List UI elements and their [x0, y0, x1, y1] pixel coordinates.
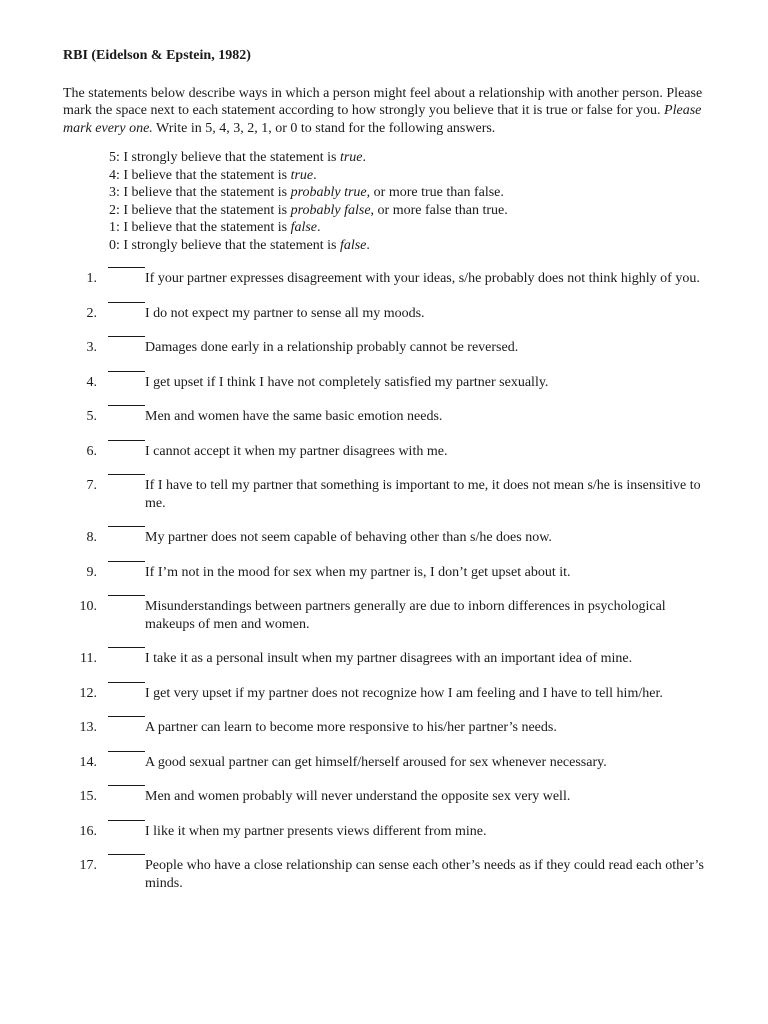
list-item — [63, 650, 713, 668]
list-item — [63, 529, 713, 547]
list-item — [63, 685, 713, 703]
scale-label: 5: I strongly believe that the statement is — [109, 150, 340, 165]
item-statement: I like it when my partner presents views different from mine. — [145, 823, 487, 839]
scale-emphasis: true — [290, 167, 314, 183]
item-statement: Men and women probably will never understand the opposite sex very well. — [145, 789, 571, 804]
scale-row — [109, 202, 713, 220]
item-number: 14. — [79, 754, 97, 770]
scale-emphasis: true — [339, 150, 363, 165]
item-number: 2. — [86, 305, 97, 321]
item-statement: A partner can learn to become more responsive to his/her partner’s needs. — [145, 720, 557, 735]
scale-row — [109, 149, 713, 167]
item-statement: If I have to tell my partner that something is important to me, it does not mean s/he is insensitive to me. — [145, 478, 701, 511]
list-item — [63, 788, 713, 806]
item-number: 1. — [86, 271, 97, 286]
list-item — [63, 270, 713, 288]
scale-suffix: , or more true than false. — [366, 185, 504, 200]
instructions-text: The statements below describe ways in which a person might feel about a relationship with another person. Please mark the space next to each statement according to how strongly you believe that it is true or false for you. — [63, 85, 703, 118]
item-number: 16. — [79, 823, 97, 839]
item-statement: A good sexual partner can get himself/herself aroused for sex whenever necessary. — [145, 754, 607, 770]
list-item — [63, 477, 713, 512]
answer-scale — [109, 149, 713, 254]
scale-suffix: . — [313, 167, 317, 183]
scale-row — [109, 237, 713, 255]
list-item — [63, 339, 713, 357]
item-number: 17. — [79, 858, 97, 873]
item-statement: I get very upset if my partner does not recognize how I am feeling and I have to tell him/her. — [145, 685, 663, 701]
list-item — [63, 408, 713, 426]
page-title: RBI (Eidelson & Epstein, 1982) — [63, 48, 251, 63]
scale-suffix: . — [366, 237, 370, 253]
item-number: 9. — [86, 564, 97, 580]
item-number: 11. — [80, 651, 97, 666]
item-number: 15. — [79, 789, 97, 804]
scale-label: 3: I believe that the statement is — [109, 185, 291, 200]
scale-emphasis: false — [339, 237, 367, 253]
item-statement: People who have a close relationship can sense each other’s needs as if they could read each other’s minds. — [145, 858, 704, 891]
item-statement: Men and women have the same basic emotion needs. — [145, 409, 443, 424]
item-number: 3. — [86, 340, 97, 355]
scale-row — [109, 219, 713, 237]
item-number: 7. — [86, 478, 97, 493]
item-number: 5. — [86, 409, 97, 424]
item-statement: My partner does not seem capable of behaving other than s/he does now. — [145, 530, 552, 545]
scale-emphasis: probably false — [290, 202, 371, 218]
scale-label: 1: I believe that the statement is — [109, 220, 291, 235]
item-statement: I get upset if I think I have not completely satisfied my partner sexually. — [145, 374, 549, 390]
list-item — [63, 564, 713, 582]
list-item — [63, 598, 713, 633]
instructions — [63, 85, 713, 138]
item-statement: I take it as a personal insult when my partner disagrees with an important idea of mine. — [145, 651, 633, 666]
list-item — [63, 857, 713, 892]
item-number: 10. — [79, 599, 97, 614]
item-statement: I cannot accept it when my partner disagrees with me. — [145, 443, 448, 459]
list-item — [63, 823, 713, 841]
scale-suffix: . — [317, 220, 321, 235]
list-item — [63, 374, 713, 392]
list-item — [63, 754, 713, 772]
list-item — [63, 719, 713, 737]
scale-row — [109, 167, 713, 185]
list-item — [63, 443, 713, 461]
scale-emphasis: probably true — [290, 185, 367, 200]
item-number: 6. — [86, 443, 97, 459]
scale-label: 0: I strongly believe that the statement is — [109, 237, 340, 253]
item-statement: Damages done early in a relationship probably cannot be reversed. — [145, 340, 519, 355]
scale-suffix: , or more false than true. — [370, 202, 508, 218]
scale-label: 4: I believe that the statement is — [109, 167, 291, 183]
item-number: 12. — [79, 685, 97, 701]
item-number: 13. — [79, 720, 97, 735]
item-statement: Misunderstandings between partners generally are due to inborn differences in psychological makeups of men and women. — [145, 599, 666, 632]
item-statement: I do not expect my partner to sense all my moods. — [145, 305, 425, 321]
scale-label: 2: I believe that the statement is — [109, 202, 291, 218]
item-statement: If your partner expresses disagreement with your ideas, s/he probably does not think highly of you. — [145, 271, 700, 286]
statement-list — [63, 270, 713, 892]
item-number: 4. — [86, 374, 97, 390]
scale-suffix: . — [362, 150, 367, 165]
item-number: 8. — [86, 530, 97, 545]
scale-emphasis: false — [290, 220, 318, 235]
instructions-text-end: Write in 5, 4, 3, 2, 1, or 0 to stand for the following answers. — [152, 120, 496, 136]
item-statement: If I’m not in the mood for sex when my partner is, I don’t get upset about it. — [145, 564, 571, 580]
scale-row — [109, 184, 713, 202]
questionnaire-page — [63, 47, 713, 909]
instructions-emphasis: Please mark every one. — [63, 103, 702, 136]
list-item — [63, 305, 713, 323]
